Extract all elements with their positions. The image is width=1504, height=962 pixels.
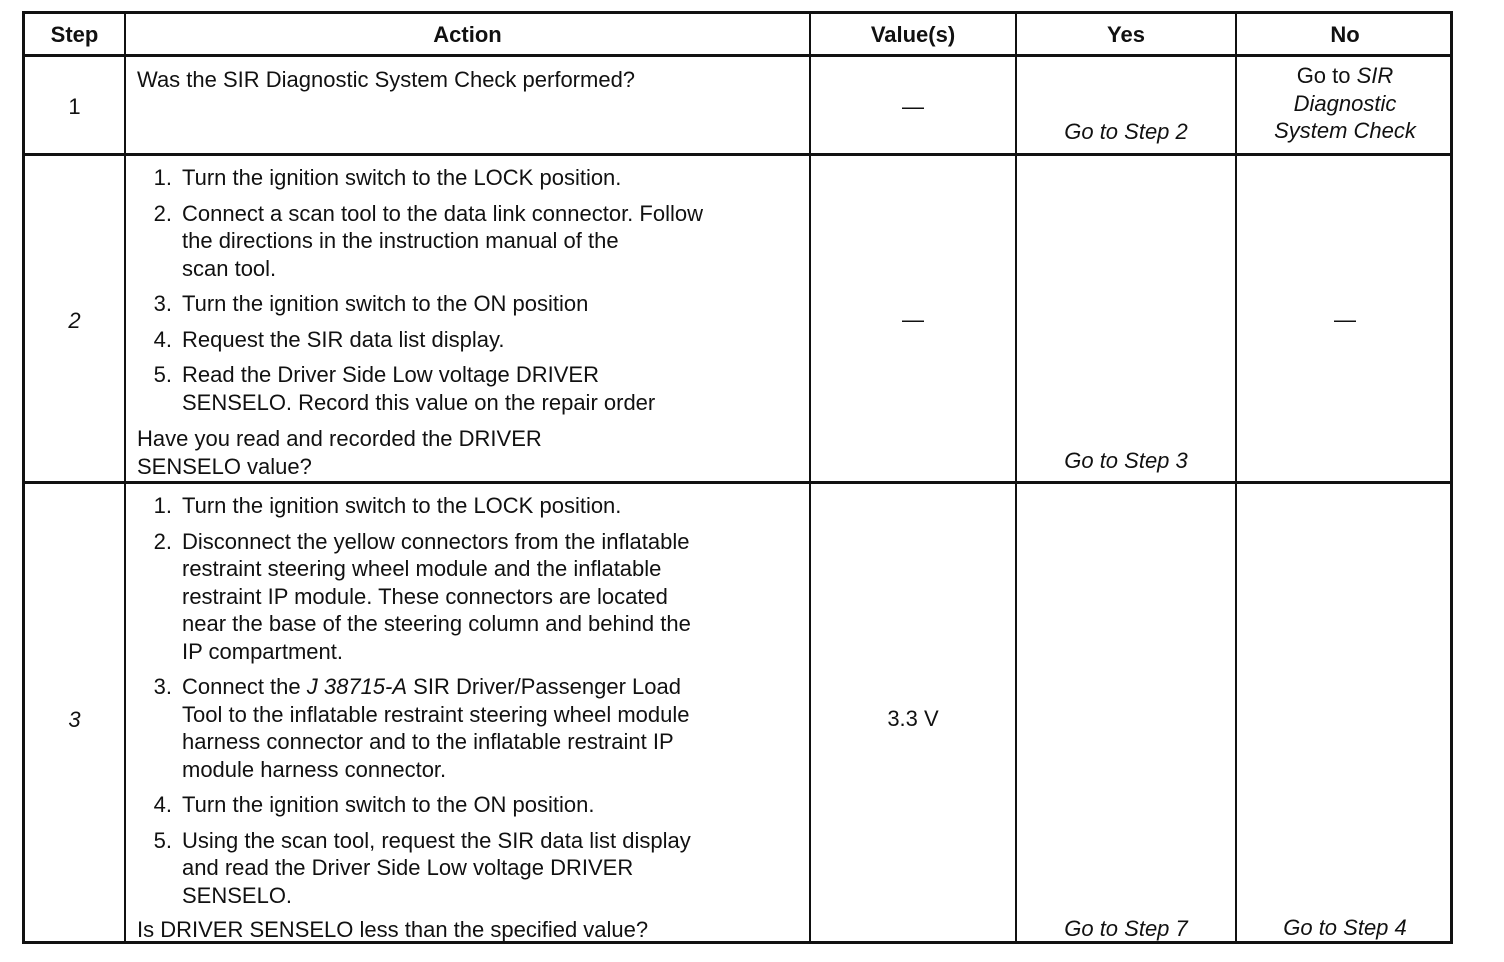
- value-cell: —: [902, 94, 924, 119]
- tool-reference: J 38715-A: [306, 674, 408, 699]
- header-no: No: [1330, 22, 1360, 47]
- header-yes: Yes: [1107, 22, 1145, 47]
- step-number: 2: [68, 308, 81, 333]
- action-question: Was the SIR Diagnostic System Check performed?: [137, 67, 636, 92]
- list-item: 5. Using the scan tool, request the SIR data list display and read the Driver Side Low voltage DRIVER SENSELO.: [153, 827, 691, 908]
- list-item: 1. Turn the ignition switch to the LOCK position.: [153, 165, 622, 190]
- yes-cell: Go to Step 3: [1064, 448, 1188, 473]
- header-values: Value(s): [870, 22, 956, 47]
- value-cell: —: [902, 307, 924, 332]
- list-item: 5. Read the Driver Side Low voltage DRIVER SENSELO. Record this value on the repair order: [153, 362, 656, 415]
- list-item: 4. Request the SIR data list display.: [153, 326, 505, 352]
- col-divider-2: [809, 14, 811, 941]
- yes-cell: Go to Step 7: [1064, 916, 1188, 941]
- list-item: 3. Turn the ignition switch to the ON position: [153, 291, 589, 316]
- list-item: 1. Turn the ignition switch to the LOCK position.: [153, 493, 622, 518]
- sir-link-line3: System Check: [1274, 118, 1416, 143]
- no-cell: [1237, 62, 1453, 145]
- no-prefix: Go to: [1296, 63, 1351, 88]
- col-divider-3: [1015, 14, 1017, 941]
- action-steps-list: [117, 164, 703, 416]
- step-number: 3: [68, 707, 81, 732]
- action-steps-list: [117, 492, 691, 909]
- action-question: Is DRIVER SENSELO less than the specified value?: [137, 917, 649, 942]
- header-action: Action: [433, 22, 502, 47]
- list-item: 2. Connect a scan tool to the data link connector. Follow the directions in the instruction manual of the scan tool.: [153, 200, 703, 281]
- list-item: 3. Connect the J 38715-A SIR Driver/Passenger Load Tool to the inflatable restraint steering wheel module harness connector and to the inflatable restraint IP module harness connector.: [153, 674, 690, 782]
- yes-cell: Go to Step 2: [1064, 119, 1188, 144]
- sir-link-line2: Diagnostic: [1293, 90, 1397, 116]
- header-step: Step: [50, 22, 99, 47]
- list-item: 4. Turn the ignition switch to the ON position.: [153, 792, 595, 817]
- no-cell: Go to Step 4: [1283, 915, 1407, 940]
- diagnostic-table: [22, 11, 1453, 944]
- no-cell: —: [1334, 307, 1356, 332]
- step-number: 1: [68, 94, 81, 119]
- action-question: Have you read and recorded the DRIVER SENSELO value?: [137, 426, 542, 479]
- list-item: 2. Disconnect the yellow connectors from the inflatable restraint steering wheel module and the inflatable restraint IP module. These connectors are located near the base of the steering column and behind the IP compartment.: [153, 528, 691, 664]
- col-divider-4: [1235, 14, 1237, 941]
- sir-link: SIR: [1356, 63, 1394, 88]
- value-cell: 3.3 V: [887, 706, 939, 731]
